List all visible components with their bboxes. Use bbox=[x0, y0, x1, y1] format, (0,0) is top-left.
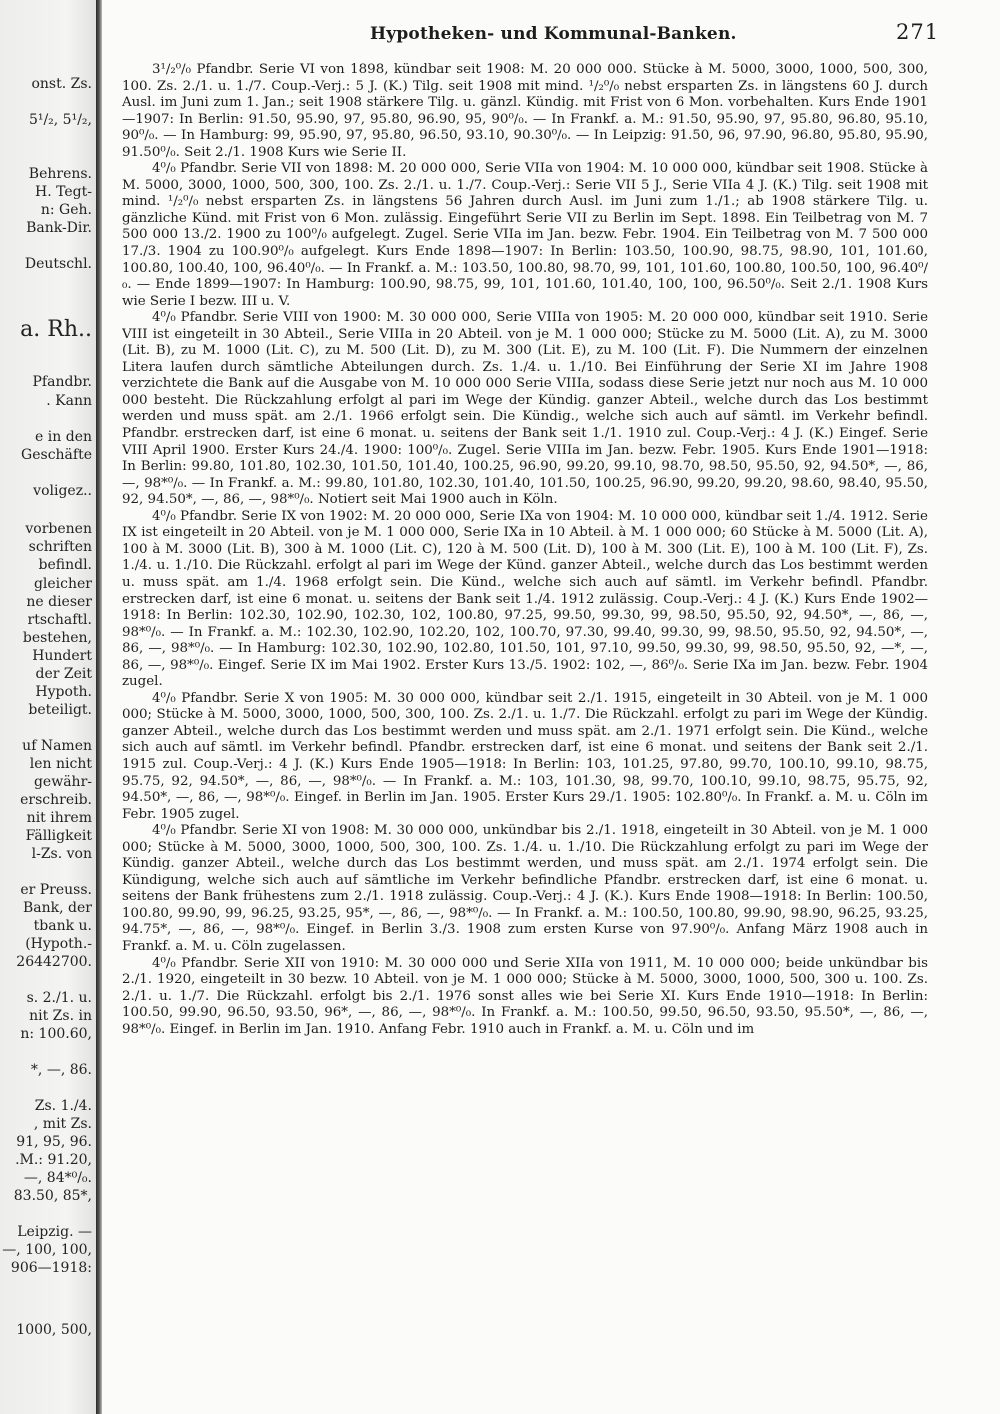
margin-fragment: e in den bbox=[35, 429, 92, 445]
margin-fragment: voligez.. bbox=[33, 483, 92, 499]
margin-fragment: l-Zs. von bbox=[31, 846, 92, 862]
entry-serie-vi: 3¹/₂⁰/₀ Pfandbr. Serie VI von 1898, kündbar seit 1908: M. 20 000 000. Stücke à M. 5000, 3000, 1000, 500, 300, 100. Zs. 2./1. u. 1./7. Coup.-Verj.: 5 J. (K.) Tilg. seit 1908 mit mind. ¹/₂⁰/₀ nebst ersparten Zs. in längstens 60 J. durch Ausl. im Juni zum 1. Jan.; seit 1908 stärkere Tilg. u. gänzl. Kündig. mit Frist von 6 Mon. vorbehalten. Kurs Ende 1901—1907: In Berlin: 91.50, 95.90, 97, 95.80, 96.90, 95, 90⁰/₀. — In Frankf. a. M.: 91.50, 95.90, 97, 95.80, 96.80, 95.10, 90⁰/₀. — In Hamburg: 99, 95.90, 97, 95.80, 96.50, 93.10, 90.30⁰/₀. — In Leipzig: 91.50, 96, 97.90, 96.80, 95.80, 95.90, 91.50⁰/₀. Seit 2./1. 1908 Kurs wie Serie II. bbox=[122, 62, 928, 160]
margin-fragment: 91, 95, 96. bbox=[16, 1134, 92, 1150]
margin-fragment: Behrens. bbox=[28, 166, 92, 182]
margin-fragment: gleicher bbox=[33, 576, 92, 592]
margin-fragment: der Zeit bbox=[35, 666, 92, 682]
margin-fragment: s. 2./1. u. bbox=[26, 990, 92, 1006]
margin-fragment: *, —, 86. bbox=[30, 1062, 92, 1078]
margin-fragment: len nicht bbox=[29, 756, 92, 772]
margin-fragment: n: 100.60, bbox=[20, 1026, 92, 1042]
margin-fragment: 5¹/₂, 5¹/₂, bbox=[28, 112, 92, 128]
margin-fragment: Bank, der bbox=[23, 900, 92, 916]
margin-fragment: schriften bbox=[28, 539, 92, 555]
entry-serie-viii: 4⁰/₀ Pfandbr. Serie VIII von 1900: M. 30 000 000, Serie VIIIa von 1905: M. 20 000 000, kündbar seit 1910. Serie VIII ist eingeteilt in 30 Abteil., Serie VIIIa in 20 Abteil. von je M. 1 000 000; Stücke zu M. 5000 (Lit. A), zu M. 3000 (Lit. B), zu M. 1000 (Lit. C), zu M. 500 (Lit. D), zu M. 300 (Lit. E), zu M. 100 (Lit. F). Die Nummern der einzelnen Litera laufen durch sämtliche Abteilungen durch. Zs. 1./4. u. 1./10. Bei Einführung der Serie XI im Jahre 1908 verzichtete die Bank auf die Ausgabe von M. 10 000 000 Serie VIIIa, sodass diese Serie jetzt nur noch aus M. 10 000 000 besteht. Die Rückzahlung erfolgt al pari im Wege der Kündig. ganzer Abteil., welche durch das Los bestimmt werden und muss spät. am 2./1. 1966 erfolgt sein. Die Kündig., welche sich auch auf sämtl. im Verkehr befindl. Pfandbr. erstrecken darf, ist eine 6 monat. u. seitens der Bank seit 1./1. 1910 zul. Coup.-Verj.: 4 J. (K.) Eingef. Serie VIII April 1900. Erster Kurs 24./4. 1900: 100⁰/₀. Zugel. Serie VIIIa im Jan. bezw. Febr. 1905. Kurs Ende 1901—1918: In Berlin: 99.80, 101.80, 102.30, 101.50, 101.40, 100.25, 96.90, 99.20, 99.10, 98.70, 98.50, 95.50, 92, 94.50*, —, 86, —, 98*⁰/₀. — In Frankf. a. M.: 99.80, 101.80, 102.30, 101.40, 101.50, 100.25, 96.90, 99.20, 99.20, 98.60, 98.40, 95.50, 92, 94.50*, —, 86, —, 98*⁰/₀. Notiert seit Mai 1900 auch in Köln. bbox=[122, 310, 928, 508]
margin-fragment: erschreib. bbox=[20, 792, 92, 808]
margin-fragment: 83.50, 85*, bbox=[13, 1188, 92, 1204]
margin-fragment: Pfandbr. bbox=[32, 374, 92, 390]
margin-fragment: er Preuss. bbox=[20, 882, 92, 898]
entry-serie-ix: 4⁰/₀ Pfandbr. Serie IX von 1902: M. 20 000 000, Serie IXa von 1904: M. 10 000 000, kündbar seit 1./4. 1912. Serie IX ist eingeteilt in 20 Abteil. von je M. 1 000 000, Serie IXa in 10 Abteil. à M. 1 000 000; 60 Stücke à M. 5000 (Lit. A), 100 à M. 3000 (Lit. B), 300 à M. 1000 (Lit. C), 120 à M. 500 (Lit. D), 100 à M. 300 (Lit. E), 100 à M. 100 (Lit. F), Zs. 1./4. u. 1./10. Die Rückzahl. erfolgt al pari im Wege der Künd. ganzer Abteil., welche durch das Los bestimmt werden u. muss spät. am 1./4. 1968 erfolgt sein. Die Künd., welche sich auch auf sämtl. im Verkehr befindl. Pfandbr. erstrecken darf, ist eine 6 monat. u. seitens der Bank seit 1./4. 1912 zulässig. Coup.-Verj.: 4 J. (K.) Kurs Ende 1902—1918: In Berlin: 102.30, 102.90, 102.30, 102, 100.80, 97.25, 99.50, 99.30, 99, 98.50, 95.50, 92, 94.50*, —, 86, —, 98*⁰/₀. — In Frankf. a. M.: 102.30, 102.90, 102.20, 102, 100.70, 97.30, 99.40, 99.30, 99, 98.50, 95.50, 92, 94.50*, —, 86, —, 98*⁰/₀. — In Hamburg: 102.30, 102.90, 102.80, 101.50, 101, 97.10, 99.50, 99.30, 99, 98.50, 95.50, 92, —*, —, 86, —, 98*⁰/₀. Eingef. Serie IX im Mai 1902. Erster Kurs 13./5. 1902: 102, —, 86⁰/₀. Serie IXa im Jan. bezw. Febr. 1904 zugel. bbox=[122, 508, 928, 690]
margin-fragment: tbank u. bbox=[33, 918, 92, 934]
entry-serie-xii: 4⁰/₀ Pfandbr. Serie XII von 1910: M. 30 000 000 und Serie XIIa von 1911, M. 10 000 000; beide unkündbar bis 2./1. 1920, eingeteilt in 30 bezw. 10 Abteil. von je M. 1 000 000; Stücke à M. 5000, 3000, 1000, 500, 300 u. 100. Zs. 2./1. u. 1./7. Die Rückzahl. erfolgt bis 2./1. 1976 sonst alles wie bei Serie XI. Kurs Ende 1910—1918: In Berlin: 100.50, 99.90, 96.50, 93.50, 96*, —, 86, —, 98*⁰/₀. In Frankf. a. M.: 100.50, 99.50, 96.50, 93.50, 95.50*, —, 86, —, 98*⁰/₀. Eingef. in Berlin im Jan. 1910. Anfang Febr. 1910 auch in Frankf. a. M. u. Cöln und im bbox=[122, 955, 928, 1037]
margin-fragment: Leipzig. — bbox=[17, 1224, 92, 1240]
page-body bbox=[122, 62, 928, 1402]
margin-fragment: Geschäfte bbox=[21, 447, 92, 463]
margin-fragment: nit ihrem bbox=[26, 810, 92, 826]
margin-fragment: gewähr- bbox=[33, 774, 92, 790]
margin-fragment: a. Rh.. bbox=[20, 317, 92, 342]
margin-fragment: vorbenen bbox=[25, 521, 92, 537]
margin-fragment: Hypoth. bbox=[35, 684, 92, 700]
margin-fragment: Bank-Dir. bbox=[26, 220, 92, 236]
margin-fragment: H. Tegt- bbox=[35, 184, 92, 200]
margin-fragment: uf Namen bbox=[22, 738, 92, 754]
margin-fragment: Zs. 1./4. bbox=[34, 1098, 92, 1114]
margin-fragment: 26442700. bbox=[16, 954, 92, 970]
margin-fragment: Hundert bbox=[32, 648, 92, 664]
margin-fragment: beteiligt. bbox=[28, 702, 92, 718]
margin-fragment: —, 84*⁰/₀. bbox=[23, 1170, 92, 1186]
entry-serie-xi: 4⁰/₀ Pfandbr. Serie XI von 1908: M. 30 000 000, unkündbar bis 2./1. 1918, eingeteilt in 30 Abteil. von je M. 1 000 000; Stücke à M. 5000, 3000, 1000, 500, 300, 100. Zs. 1./4. u. 1./10. Die Rückzahlung erfolgt zu pari im Wege der Kündig. ganzer Abteil., welche durch das Los bestimmt werden, und muss spät. am 2./1. 1974 erfolgt sein. Die Kündigung, welche sich auch auf sämtliche im Verkehr befindliche Pfandbr. erstrecken darf, ist eine 6 monat. u. seitens der Bank frühestens zum 2./1. 1918 zulässig. Coup.-Verj.: 4 J. (K.). Kurs Ende 1908—1918: In Berlin: 100.50, 100.80, 99.90, 99, 96.25, 93.25, 95*, —, 86, —, 98*⁰/₀. — In Frankf. a. M.: 100.50, 100.80, 99.90, 98.90, 96.25, 93.25, 94.75*, —, 86, —, 98*⁰/₀. Eingef. in Berlin 3./3. 1908 zum ersten Kurse von 97.90⁰/₀. Anfang März 1908 auch in Frankf. a. M. u. Cöln zugelassen. bbox=[122, 823, 928, 954]
margin-fragment: ne dieser bbox=[26, 594, 92, 610]
margin-fragment: nit Zs. in bbox=[29, 1008, 92, 1024]
margin-fragment: , mit Zs. bbox=[33, 1116, 92, 1132]
margin-fragment: Fälligkeit bbox=[25, 828, 92, 844]
margin-fragment: . Kann bbox=[46, 393, 92, 409]
page-fold-shadow bbox=[96, 0, 102, 1414]
margin-fragment: 906—1918: bbox=[10, 1260, 92, 1276]
margin-fragment: 1000, 500, bbox=[16, 1322, 92, 1338]
margin-fragment: (Hypoth.- bbox=[25, 936, 92, 952]
margin-fragment: onst. Zs. bbox=[31, 76, 92, 92]
margin-fragment: bestehen, bbox=[22, 630, 92, 646]
entry-serie-x: 4⁰/₀ Pfandbr. Serie X von 1905: M. 30 000 000, kündbar seit 2./1. 1915, eingeteilt in 30 Abteil. von je M. 1 000 000; Stücke à M. 5000, 3000, 1000, 500, 300, 100. Zs. 2./1. u. 1./7. Die Rückzahl. erfolgt zu pari im Wege der Kündig. ganzer Abteil., welche durch das Los bestimmt werden und muss spät. am 2./1. 1971 erfolgt sein. Die Künd., welche sich auch auf sämtl. im Verkehr befindl. Pfandbr. erstrecken darf, ist eine 6 monat. und seitens der Bank seit 2./1. 1915 zul. Coup.-Verj.: 4 J. (K.) Kurs Ende 1905—1918: In Berlin: 103, 101.25, 97.80, 99.70, 100.10, 99.10, 98.75, 95.75, 92, 94.50*, —, 86, —, 98*⁰/₀. — In Frankf. a. M.: 103, 101.30, 98, 99.70, 100.10, 99.10, 98.75, 95.75, 92, 94.50*, —, 86, —, 98*⁰/₀. Eingef. in Berlin im Jan. 1905. Erster Kurs 29./1. 1905: 102.80⁰/₀. In Frankf. a. M. u. Cöln im Febr. 1905 zugel. bbox=[122, 690, 928, 822]
entry-serie-vii: 4⁰/₀ Pfandbr. Serie VII von 1898: M. 20 000 000, Serie VIIa von 1904: M. 10 000 000, kündbar seit 1908. Stücke à M. 5000, 3000, 1000, 500, 300, 100. Zs. 2./1. u. 1./7. Coup.-Verj.: Serie VII 5 J., Serie VIIa 4 J. (K.) Tilg. seit 1908 mit mind. ¹/₂⁰/₀ nebst ersparten Zs. in längstens 56 Jahren durch Ausl. im Juni zum 1./1.; ab 1908 stärkere Tilg. u. gänzliche Künd. mit Frist von 6 Mon. zulässig. Eingeführt Serie VII zu Berlin im Sept. 1898. Ein Teilbetrag von M. 7 500 000 13./2. 1900 zu 100⁰/₀ aufgelegt. Zugel. Serie VIIa im Jan. bezw. Febr. 1904. Ein Teilbetrag von M. 7 500 000 17./3. 1904 zu 100.90⁰/₀ aufgelegt. Kurs Ende 1898—1907: In Berlin: 103.50, 100.90, 98.75, 98.90, 101, 101.60, 100.80, 100.40, 100, 96.40⁰/₀. — In Frankf. a. M.: 103.50, 100.80, 98.70, 99, 101, 101.60, 100.80, 100.50, 100, 96.40⁰/₀. — Ende 1899—1907: In Hamburg: 100.90, 98.75, 99, 101, 101.60, 101.40, 100, 100, 96.50⁰/₀. Seit 2./1. 1908 Kurs wie Serie I bezw. III u. V. bbox=[122, 161, 928, 309]
margin-fragment: Deutschl. bbox=[24, 256, 92, 272]
margin-fragment: .M.: 91.20, bbox=[15, 1152, 92, 1168]
margin-fragment: rtschaftl. bbox=[27, 612, 92, 628]
facing-page-margin bbox=[0, 0, 96, 1414]
page-number: 271 bbox=[896, 20, 940, 44]
running-title: Hypotheken- und Kommunal-Banken. bbox=[370, 24, 737, 44]
margin-fragment: befindl. bbox=[38, 557, 92, 573]
page-header bbox=[102, 20, 940, 54]
margin-fragment: n: Geh. bbox=[40, 202, 92, 218]
margin-fragment: —, 100, 100, bbox=[2, 1242, 92, 1258]
